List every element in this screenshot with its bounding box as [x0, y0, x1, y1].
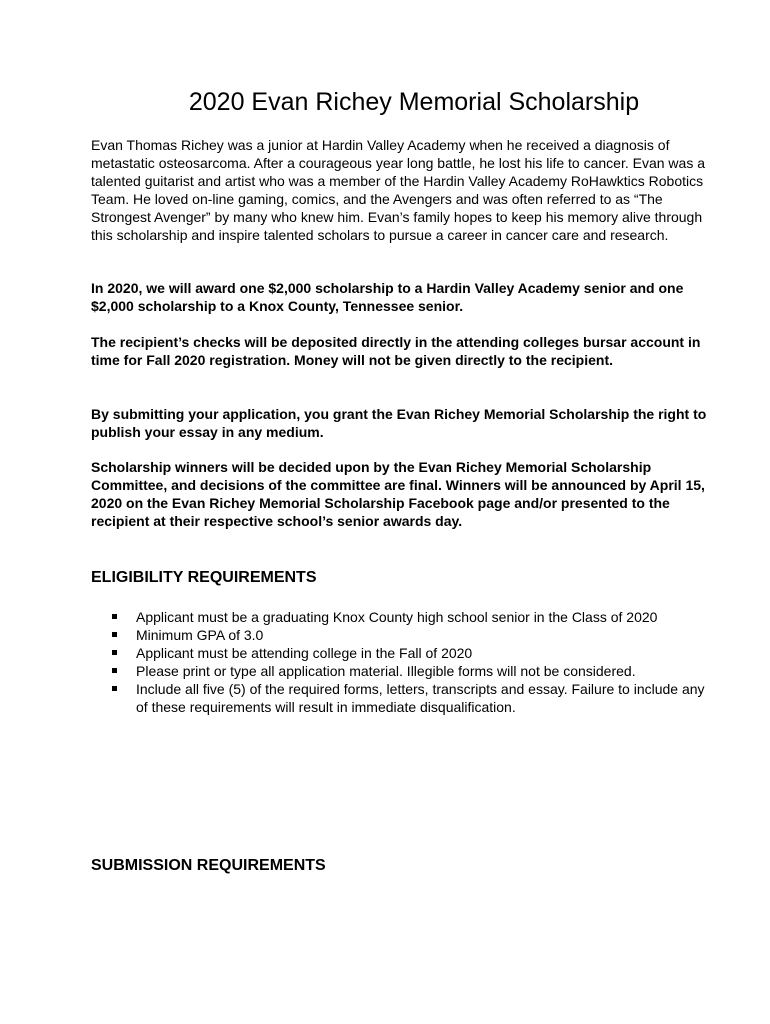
bullet-icon: [112, 668, 117, 673]
bullet-icon: [112, 650, 117, 655]
bullet-icon: [112, 614, 117, 619]
intro-paragraph: Evan Thomas Richey was a junior at Hardin Valley Academy when he received a diagnosis of metastatic osteosarcoma. After a courageous year long battle, he lost his life to cancer. Evan was a talented guitarist and artist who was a member of the Hardin Valley Academy RoHawktics Robotics Team. He loved on-line gaming, comics, and the Avengers and was often referred to as “The Strongest Avenger” by many who knew him. Evan’s family hopes to keep his memory alive through this scholarship and inspire talented scholars to pursue a career in cancer care and research.: [91, 137, 705, 244]
list-item: [91, 662, 711, 680]
list-item-text: Include all five (5) of the required forms, letters, transcripts and essay. Failure to include any of these requirements will result in immediate disqualification.: [136, 681, 705, 716]
list-item-text: Minimum GPA of 3.0: [136, 627, 264, 644]
eligibility-heading: ELIGIBILITY REQUIREMENTS: [91, 569, 317, 586]
page-title: 2020 Evan Richey Memorial Scholarship: [188, 88, 640, 116]
list-item-text: Applicant must be a graduating Knox County high school senior in the Class of 2020: [136, 609, 658, 625]
submission-heading: SUBMISSION REQUIREMENTS: [91, 857, 326, 874]
bullet-icon: [112, 632, 117, 637]
award-paragraph: In 2020, we will award one $2,000 scholarship to a Hardin Valley Academy senior and one $2,000 scholarship to a Knox County, Tennessee senior.: [91, 280, 684, 315]
bullet-icon: [112, 686, 117, 691]
list-item: [91, 644, 711, 662]
winners-paragraph: Scholarship winners will be decided upon by the Evan Richey Memorial Scholarship Committee, and decisions of the committee are final. Winners will be announced by April 15, 2020 on the Evan Richey Memorial Scholarship Facebook page and/or presented to the recipient at their respective school’s senior awards day.: [91, 459, 705, 530]
eligibility-list: [91, 608, 711, 717]
list-item-text: Please print or type all application material. Illegible forms will not be considered.: [136, 663, 636, 680]
checks-paragraph: The recipient’s checks will be deposited directly in the attending colleges bursar account in time for Fall 2020 registration. Money will not be given directly to the recipient.: [91, 334, 701, 369]
list-item: [91, 680, 711, 716]
list-item: [91, 626, 711, 644]
list-item-text: Applicant must be attending college in the Fall of 2020: [136, 645, 473, 662]
publish-paragraph: By submitting your application, you grant the Evan Richey Memorial Scholarship the right to publish your essay in any medium.: [91, 406, 707, 441]
list-item: [91, 608, 711, 626]
